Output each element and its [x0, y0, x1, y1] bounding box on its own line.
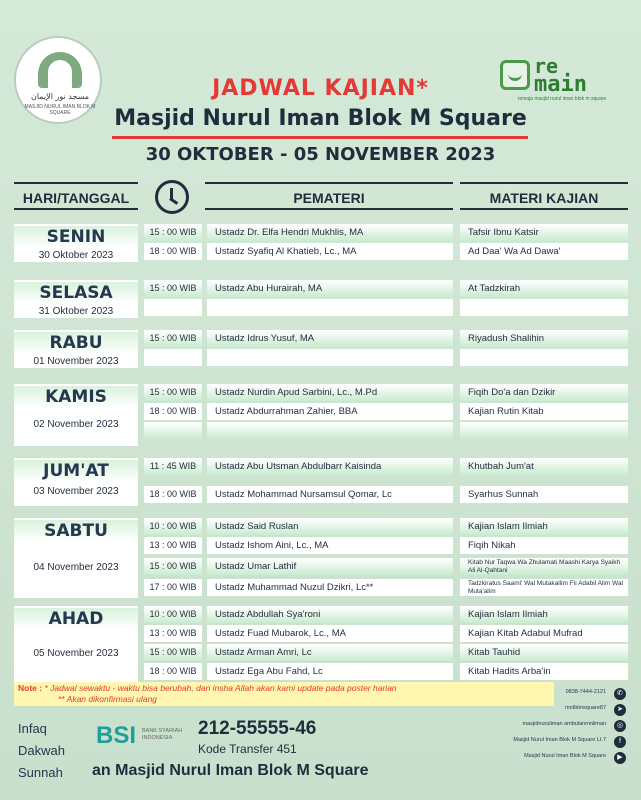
session-time: 15 : 00 WIB [144, 280, 202, 297]
day-date: 05 November 2023 [33, 648, 119, 659]
session-speaker: Ustadz Ishom Aini, Lc., MA [207, 537, 453, 554]
infaq-line-2: Dakwah [18, 743, 65, 758]
session-time: 18 : 00 WIB [144, 663, 202, 680]
day-block [14, 330, 628, 368]
day-name: RABU [14, 332, 138, 354]
day-date: 30 Oktober 2023 [38, 250, 114, 261]
session-time: 13 : 00 WIB [144, 625, 202, 642]
session-topic: Kitab Tauhid [460, 644, 628, 661]
session-topic: Kajian Kitab Adabul Mufrad [460, 625, 628, 642]
day-block [14, 458, 628, 506]
session-speaker: Ustadz Abdurrahman Zahier, BBA [207, 403, 453, 420]
session-topic: Fiqih Do'a dan Dzikir [460, 384, 628, 401]
contact-text: mnIblmsquare87 [565, 705, 606, 711]
facebook-icon[interactable]: f [614, 736, 626, 748]
session-speaker: Ustadz Arman Amri, Lc [207, 644, 453, 661]
session-speaker: Ustadz Abu Utsman Abdulbarr Kaisinda [207, 458, 453, 475]
day-block [14, 518, 628, 598]
session-topic: Khutbah Jum'at [460, 458, 628, 475]
session-speaker: Ustadz Said Ruslan [207, 518, 453, 535]
contact-item[interactable] [480, 752, 626, 764]
session-speaker: Ustadz Umar Lathif [207, 558, 453, 575]
day-date: 04 November 2023 [33, 562, 119, 573]
contact-text: Masjid Nurul Iman Blok M Square Lt.7 [513, 737, 606, 743]
column-header-speaker: PEMATERI [205, 182, 453, 210]
day-date: 02 November 2023 [33, 419, 119, 430]
note-label: Note : [18, 683, 43, 693]
contact-item[interactable] [480, 736, 626, 748]
session-speaker: Ustadz Idrus Yusuf, MA [207, 330, 453, 347]
bsi-bank-name: BANK SYARIAH INDONESIA [142, 728, 183, 741]
session-time: 18 : 00 WIB [144, 403, 202, 420]
account-name: an Masjid Nurul Iman Blok M Square [92, 762, 369, 779]
mosque-logo-arabic: مسجد نور الإيمان [30, 92, 90, 101]
note-line-2: ** Akan dikonfirmasi ulang [58, 694, 157, 704]
session-speaker: Ustadz Ega Abu Fahd, Lc [207, 663, 453, 680]
session-speaker [207, 349, 453, 366]
day-box [14, 224, 138, 262]
session-topic: Kitab Nur Taqwa Wa Zhulamati Maashi Karya Syaikh Ali Al-Qahtani [460, 558, 628, 575]
day-box [14, 330, 138, 368]
day-name: SELASA [14, 282, 138, 304]
session-speaker: Ustadz Muhammad Nuzul Dzikri, Lc** [207, 579, 453, 596]
session-topic: Ad Daa' Wa Ad Dawa' [460, 243, 628, 260]
day-box [14, 458, 138, 506]
session-speaker: Ustadz Syafiq Al Khatieb, Lc., MA [207, 243, 453, 260]
session-speaker: Ustadz Nurdin Apud Sarbini, Lc., M.Pd [207, 384, 453, 401]
contact-text: 0838-7444-2121 [565, 689, 606, 695]
youtube-icon[interactable]: ▶ [614, 752, 626, 764]
instagram-icon[interactable]: ◎ [614, 720, 626, 732]
day-box [14, 280, 138, 318]
session-time [144, 422, 202, 439]
session-topic: Tafsir Ibnu Katsir [460, 224, 628, 241]
session-speaker [207, 422, 453, 439]
day-name: SENIN [14, 226, 138, 248]
session-time: 18 : 00 WIB [144, 243, 202, 260]
session-time: 10 : 00 WIB [144, 518, 202, 535]
date-range: 30 OKTOBER - 05 NOVEMBER 2023 [145, 144, 496, 165]
note-box [14, 682, 554, 706]
mosque-logo-text: MASJID NURUL IMAN BLOK M SQUARE [24, 104, 96, 116]
session-topic: Riyadush Shalihin [460, 330, 628, 347]
session-time: 11 : 45 WIB [144, 458, 202, 475]
title-underline [112, 136, 528, 139]
column-header-day: HARI/TANGGAL [14, 182, 138, 210]
whatsapp-icon[interactable]: ✆ [614, 688, 626, 700]
page-subtitle: Masjid Nurul Iman Blok M Square [114, 106, 527, 131]
session-topic: Tadzkiratus Saami' Wal Mutakallim Fii Adabil Alim Wal Muta'alim [460, 579, 628, 596]
contact-item[interactable] [480, 704, 626, 716]
note-line-1: * Jadwal sewaktu - waktu bisa berubah, dan insha Allah akan kami update pada poster harian [44, 683, 397, 693]
day-box [14, 518, 138, 598]
remain-logo-top: re [534, 54, 559, 78]
session-time: 13 : 00 WIB [144, 537, 202, 554]
contact-list [480, 688, 626, 768]
session-time: 15 : 00 WIB [144, 644, 202, 661]
day-block [14, 606, 628, 682]
page-title: JADWAL KAJIAN* [212, 76, 429, 101]
contact-text: Masjid Nurul Iman Blok M Square [524, 753, 606, 759]
day-date: 01 November 2023 [33, 356, 119, 367]
day-box [14, 384, 138, 446]
session-speaker: Ustadz Abdullah Sya'roni [207, 606, 453, 623]
session-time: 15 : 00 WIB [144, 558, 202, 575]
remain-logo-bottom: main [534, 72, 587, 97]
session-time: 15 : 00 WIB [144, 224, 202, 241]
clock-icon [155, 180, 189, 214]
day-name: JUM'AT [14, 460, 138, 482]
column-header-topic: MATERI KAJIAN [460, 182, 628, 210]
remain-tagline: remaja masjid nurul iman blok m square [517, 96, 607, 102]
session-time [144, 299, 202, 316]
session-speaker: Ustadz Fuad Mubarok, Lc., MA [207, 625, 453, 642]
day-block [14, 384, 628, 446]
session-topic: Syarhus Sunnah [460, 486, 628, 503]
transfer-code: Kode Transfer 451 [198, 742, 297, 756]
session-time: 10 : 00 WIB [144, 606, 202, 623]
contact-item[interactable] [480, 720, 626, 732]
bsi-logo [96, 722, 186, 752]
day-name: KAMIS [14, 386, 138, 408]
session-topic: Kajian Islam Ilmiah [460, 518, 628, 535]
session-speaker: Ustadz Dr. Elfa Hendri Mukhlis, MA [207, 224, 453, 241]
session-topic: Kajian Rutin Kitab [460, 403, 628, 420]
day-name: SABTU [14, 520, 138, 542]
session-time: 18 : 00 WIB [144, 486, 202, 503]
session-speaker: Ustadz Abu Hurairah, MA [207, 280, 453, 297]
session-topic [460, 422, 628, 439]
session-topic: Kitab Hadits Arba'in [460, 663, 628, 680]
day-box [14, 606, 138, 682]
session-time: 15 : 00 WIB [144, 384, 202, 401]
session-time [144, 349, 202, 366]
infaq-line-1: Infaq [18, 721, 47, 736]
session-topic: At Tadzkirah [460, 280, 628, 297]
contact-item[interactable] [480, 688, 626, 700]
session-topic: Kajian Islam Ilmiah [460, 606, 628, 623]
session-speaker: Ustadz Mohammad Nursamsul Qomar, Lc [207, 486, 453, 503]
contact-text: masjidnuruliman ambulanmnliman [522, 721, 606, 727]
bsi-logo-text: BSI [96, 722, 137, 749]
session-topic: Fiqih Nikah [460, 537, 628, 554]
session-time: 15 : 00 WIB [144, 330, 202, 347]
session-topic [460, 349, 628, 366]
account-number[interactable]: 212-55555-46 [198, 718, 317, 739]
infaq-line-3: Sunnah [18, 765, 63, 780]
day-date: 31 Oktober 2023 [38, 306, 114, 317]
infaq-label [18, 718, 65, 784]
day-date: 03 November 2023 [33, 486, 119, 497]
day-block [14, 280, 628, 318]
session-time: 17 : 00 WIB [144, 579, 202, 596]
session-topic [460, 299, 628, 316]
session-speaker [207, 299, 453, 316]
day-name: AHAD [14, 608, 138, 630]
day-block [14, 224, 628, 262]
telegram-icon[interactable]: ➤ [614, 704, 626, 716]
